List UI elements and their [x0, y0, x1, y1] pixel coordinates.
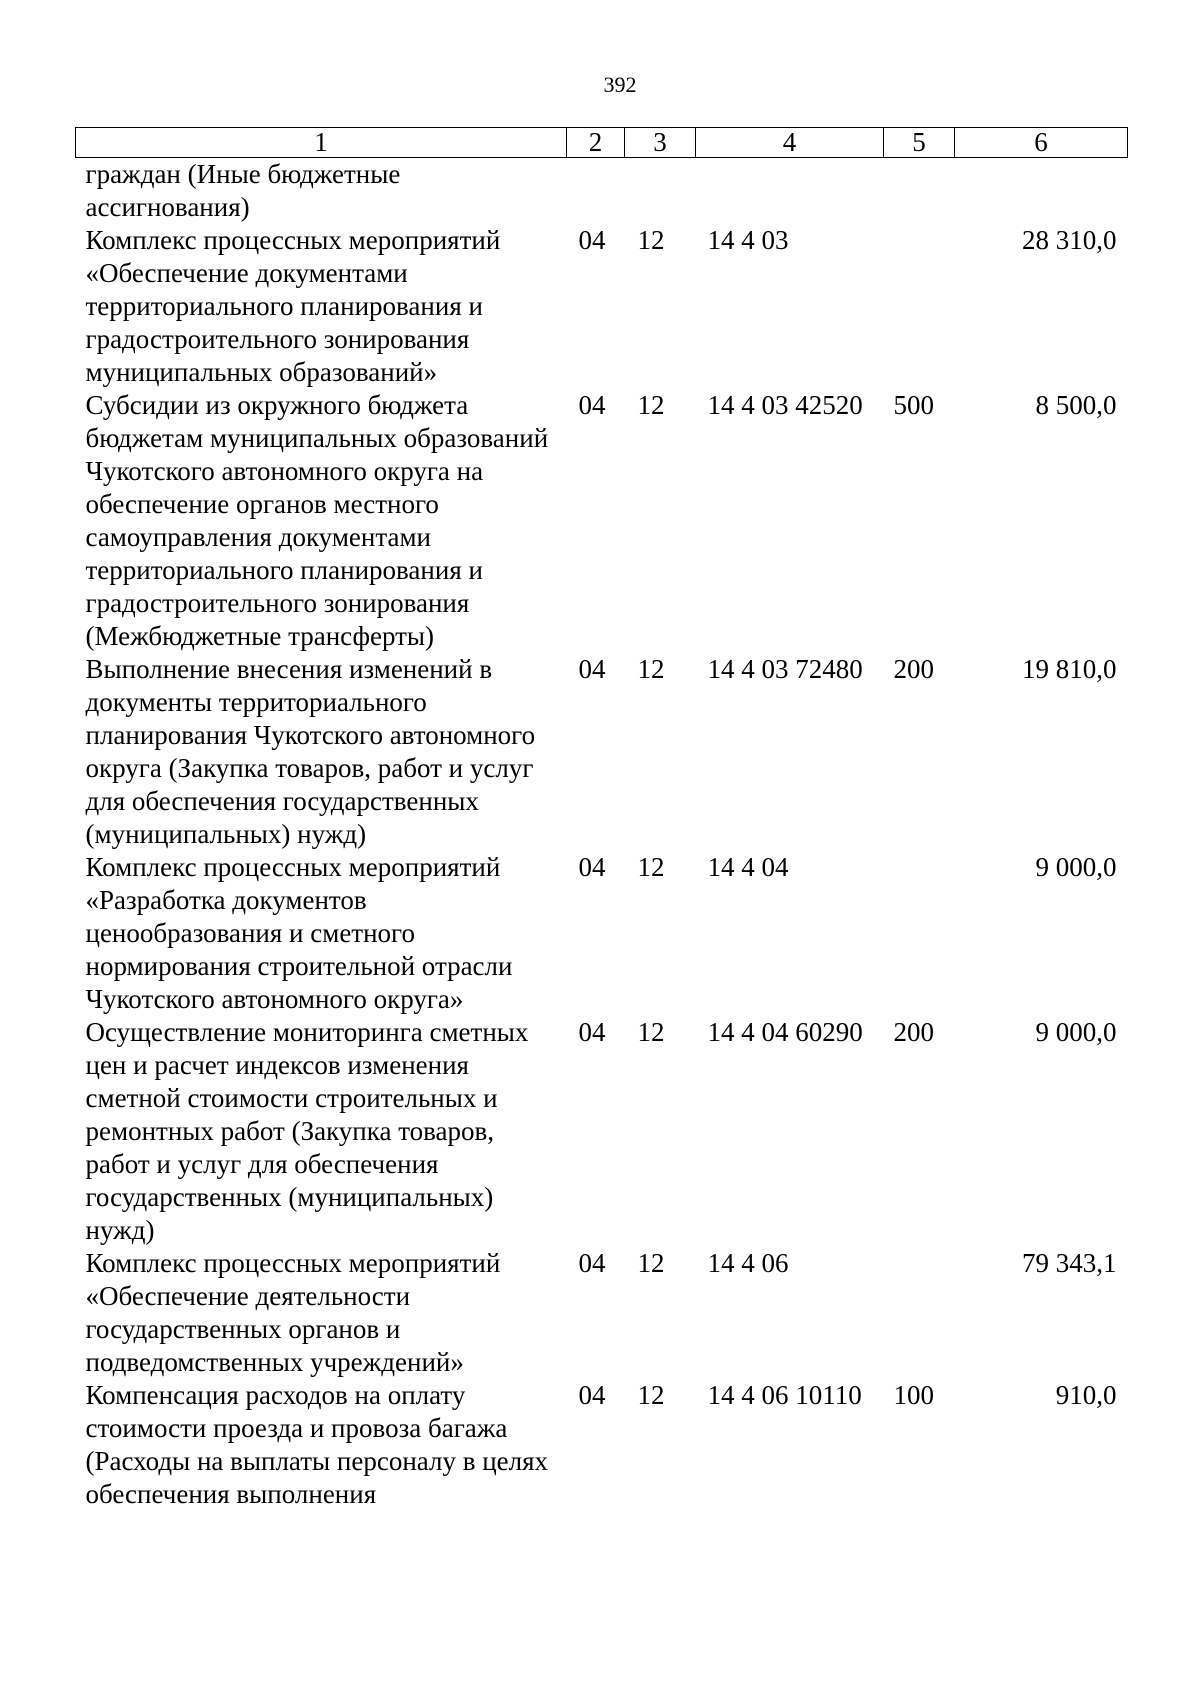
row-expense-type-code [884, 1247, 955, 1379]
table-row [76, 158, 1128, 225]
budget-table [75, 127, 1128, 1511]
column-header: 6 [955, 128, 1128, 158]
row-subsection-code: 12 [637, 1248, 665, 1278]
row-subsection-code: 12 [637, 390, 665, 420]
row-subsection-code: 12 [637, 225, 665, 255]
row-target-code: 14 4 04 [707, 852, 789, 882]
row-name: Компенсация расходов на оплату стоимости проезда и провоза багажа (Расходы на выплаты персоналу в целях обеспечения выполнения [85, 1380, 549, 1509]
row-expense-type-code: 200 [893, 1017, 934, 1047]
row-target-code: 14 4 03 42520 [707, 390, 863, 420]
row-target-code: 14 4 06 [707, 1248, 789, 1278]
row-expense-type-code [884, 158, 955, 225]
row-amount: 910,0 [1055, 1380, 1117, 1410]
row-name: Комплекс процессных мероприятий «Обеспечение документами территориального планирования и градостроительного зонирования муниципальных образований» [85, 225, 501, 387]
row-target-code: 14 4 06 10110 [707, 1380, 862, 1410]
row-section-code: 04 [578, 1017, 606, 1047]
table-header-row [76, 128, 1128, 158]
row-expense-type-code: 100 [893, 1380, 934, 1410]
row-expense-type-code: 200 [893, 654, 934, 684]
page-number: 392 [603, 72, 637, 97]
row-target-code: 14 4 03 [707, 225, 789, 255]
row-target-code [696, 158, 884, 225]
row-amount: 28 310,0 [1022, 225, 1117, 255]
table-row [76, 1247, 1128, 1379]
column-header: 1 [76, 128, 567, 158]
row-amount: 9 000,0 [1035, 1017, 1117, 1047]
column-header: 3 [625, 128, 696, 158]
row-expense-type-code [884, 851, 955, 1016]
row-section-code: 04 [578, 390, 606, 420]
row-target-code: 14 4 03 72480 [707, 654, 863, 684]
row-amount [955, 158, 1128, 225]
row-amount: 9 000,0 [1035, 852, 1117, 882]
table-row [76, 1016, 1128, 1247]
row-section-code: 04 [578, 1248, 606, 1278]
table-row [76, 653, 1128, 851]
table-row [76, 1379, 1128, 1511]
row-expense-type-code: 500 [893, 390, 934, 420]
row-section-code: 04 [578, 1380, 606, 1410]
row-name: граждан (Иные бюджетные ассигнования) [85, 159, 401, 222]
column-header: 4 [696, 128, 884, 158]
row-amount: 79 343,1 [1022, 1248, 1117, 1278]
row-section-code: 04 [578, 225, 606, 255]
table-row [76, 224, 1128, 389]
row-name: Комплекс процессных мероприятий «Обеспечение деятельности государственных органов и подведомственных учреждений» [85, 1248, 501, 1377]
row-amount: 8 500,0 [1035, 390, 1117, 420]
row-name: Субсидии из окружного бюджета бюджетам муниципальных образований Чукотского автономного округа на обеспечение органов местного самоуправления документами территориального планирования и градостроительного зонирования (Межбюджетные трансферты) [85, 390, 549, 651]
column-header: 5 [884, 128, 955, 158]
row-subsection-code: 12 [637, 1017, 665, 1047]
row-subsection-code [625, 158, 696, 225]
row-amount: 19 810,0 [1022, 654, 1117, 684]
row-subsection-code: 12 [637, 852, 665, 882]
row-expense-type-code [884, 224, 955, 389]
row-subsection-code: 12 [637, 1380, 665, 1410]
row-section-code: 04 [578, 654, 606, 684]
row-section-code [567, 158, 625, 225]
row-subsection-code: 12 [637, 654, 665, 684]
table-row [76, 851, 1128, 1016]
column-header: 2 [567, 128, 625, 158]
row-target-code: 14 4 04 60290 [707, 1017, 863, 1047]
table-row [76, 389, 1128, 653]
row-name: Осуществление мониторинга сметных цен и расчет индексов изменения сметной стоимости строительных и ремонтных работ (Закупка товаров, работ и услуг для обеспечения государственных (муниципальных) нужд) [85, 1017, 529, 1245]
row-name: Комплекс процессных мероприятий «Разработка документов ценообразования и сметного нормирования строительной отрасли Чукотского автономного округа» [85, 852, 513, 1014]
row-section-code: 04 [578, 852, 606, 882]
row-name: Выполнение внесения изменений в документы территориального планирования Чукотского автономного округа (Закупка товаров, работ и услуг для обеспечения государственных (муниципальных) нужд) [85, 654, 536, 849]
